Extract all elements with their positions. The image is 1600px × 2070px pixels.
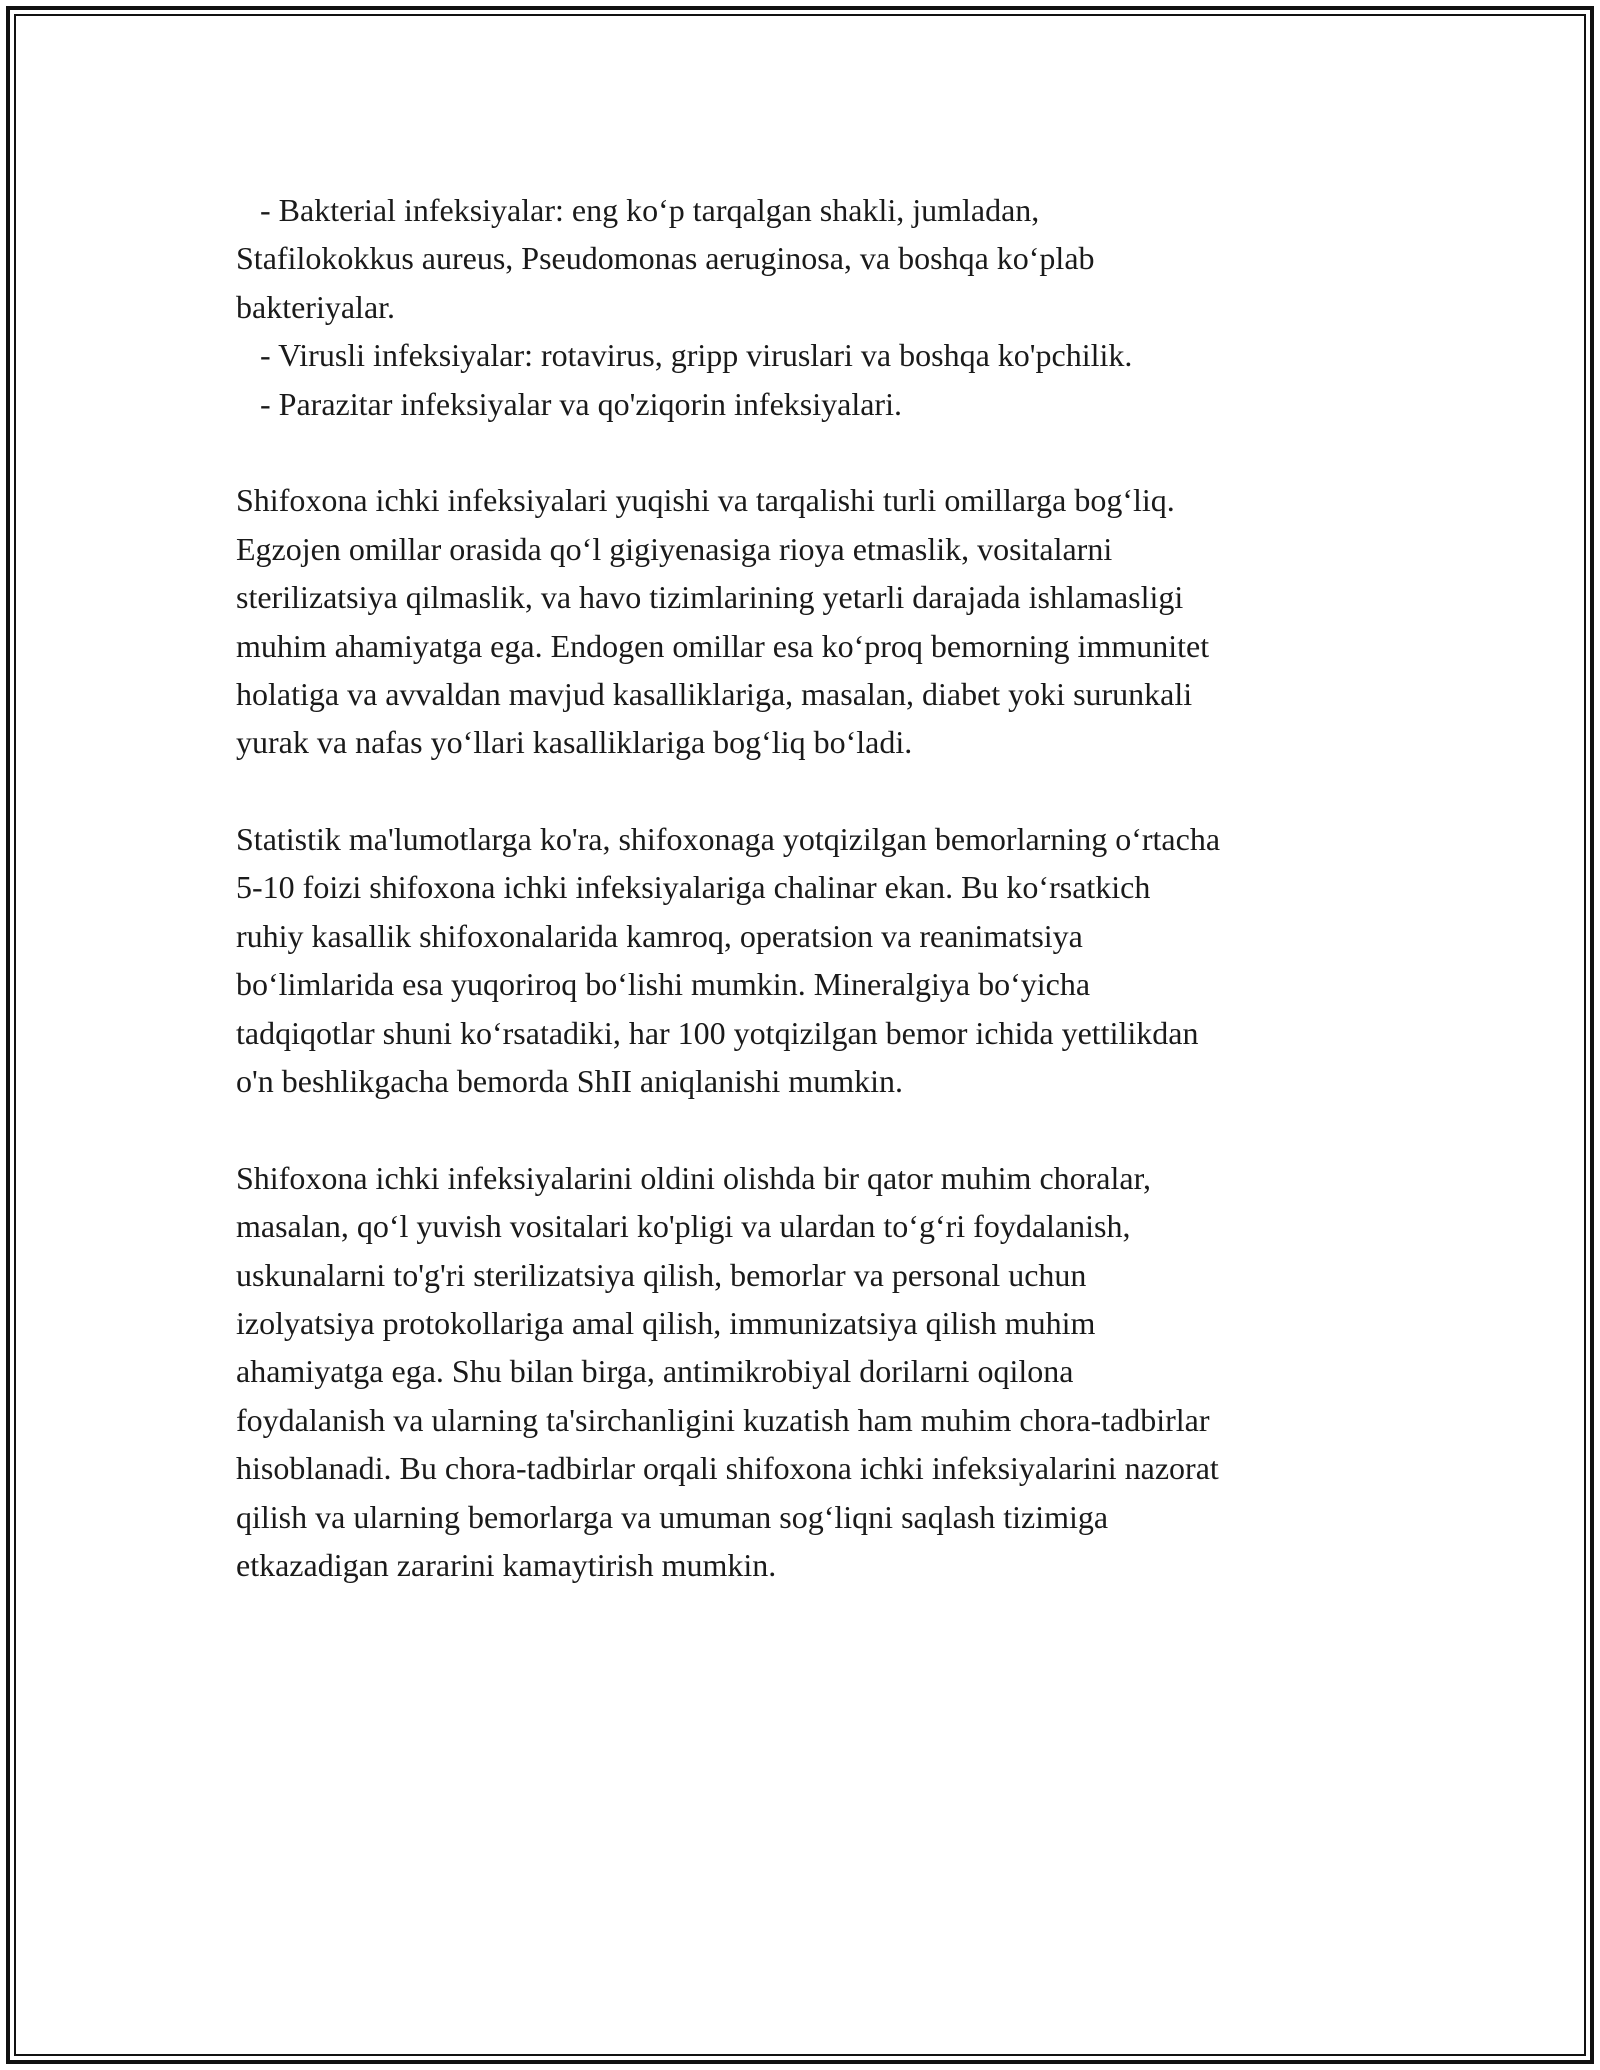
list-item-line: bakteriyalar. [236,288,396,325]
paragraph-line: foydalanish va ularning ta'sirchanligini kuzatish ham muhim chora-tadbirlar [236,1401,1210,1438]
paragraph-line: 5-10 foizi shifoxona ichki infeksiyalariga chalinar ekan. Bu ko‘rsatkich [236,869,1151,906]
paragraph-gap [236,767,1376,815]
paragraph-line: yurak va nafas yo‘llari kasalliklariga bog‘liq bo‘ladi. [236,724,913,761]
paragraph-line: muhim ahamiyatga ega. Endogen omillar esa ko‘proq bemorning immunitet [236,627,1210,664]
paragraph-line: bo‘limlarida esa yuqoriroq bo‘lishi mumkin. Mineralgiya bo‘yicha [236,966,1091,1003]
paragraph-line: o'n beshlikgacha bemorda ShII aniqlanishi mumkin. [236,1063,903,1100]
paragraph-line: izolyatsiya protokollariga amal qilish, immunizatsiya qilish muhim [236,1304,1096,1341]
document-body [236,186,1376,1589]
paragraph-line: ruhiy kasallik shifoxonalarida kamroq, operatsion va reanimatsiya [236,917,1083,954]
paragraph-line: Shifoxona ichki infeksiyalarini oldini olishda bir qator muhim choralar, [236,1159,1151,1196]
list-item-line: Stafilokokkus aureus, Pseudomonas aeruginosa, va boshqa ko‘plab [236,240,1095,277]
paragraph-line: holatiga va avvaldan mavjud kasalliklariga, masalan, diabet yoki surunkali [236,675,1193,712]
list-item-line: - Virusli infeksiyalar: rotavirus, gripp viruslari va boshqa ko'pchilik. [236,337,1133,374]
list-item-line: - Parazitar infeksiyalar va qo'ziqorin infeksiyalari. [236,385,902,422]
paragraph-line: etkazadigan zararini kamaytirish mumkin. [236,1546,777,1583]
paragraph-line: Egzojen omillar orasida qo‘l gigiyenasiga rioya etmaslik, vositalarni [236,530,1113,567]
paragraph-line: ahamiyatga ega. Shu bilan birga, antimikrobiyal dorilarni oqilona [236,1353,1074,1390]
paragraph-statistics [236,815,1376,1105]
paragraph-gap [236,428,1376,476]
paragraph-line: tadqiqotlar shuni ko‘rsatadiki, har 100 yotqizilgan bemor ichida yettilikdan [236,1014,1199,1051]
paragraph-prevention [236,1154,1376,1590]
infection-types-list [236,186,1376,428]
paragraph-line: hisoblanadi. Bu chora-tadbirlar orqali shifoxona ichki infeksiyalarini nazorat [236,1450,1219,1487]
paragraph-line: sterilizatsiya qilmaslik, va havo tizimlarining yetarli darajada ishlamasligi [236,579,1184,616]
paragraph-gap [236,1105,1376,1153]
paragraph-line: masalan, qo‘l yuvish vositalari ko'pligi va ulardan to‘g‘ri foydalanish, [236,1208,1131,1245]
list-item-line: - Bakterial infeksiyalar: eng ko‘p tarqalgan shakli, jumladan, [236,192,1040,228]
paragraph-line: Shifoxona ichki infeksiyalari yuqishi va tarqalishi turli omillarga bog‘liq. [236,482,1175,519]
paragraph-transmission-factors [236,476,1376,766]
paragraph-line: uskunalarni to'g'ri sterilizatsiya qilish, bemorlar va personal uchun [236,1256,1087,1293]
paragraph-line: qilish va ularning bemorlarga va umuman sog‘liqni saqlash tizimiga [236,1498,1109,1535]
paragraph-line: Statistik ma'lumotlarga ko'ra, shifoxonaga yotqizilgan bemorlarning o‘rtacha [236,821,1221,858]
